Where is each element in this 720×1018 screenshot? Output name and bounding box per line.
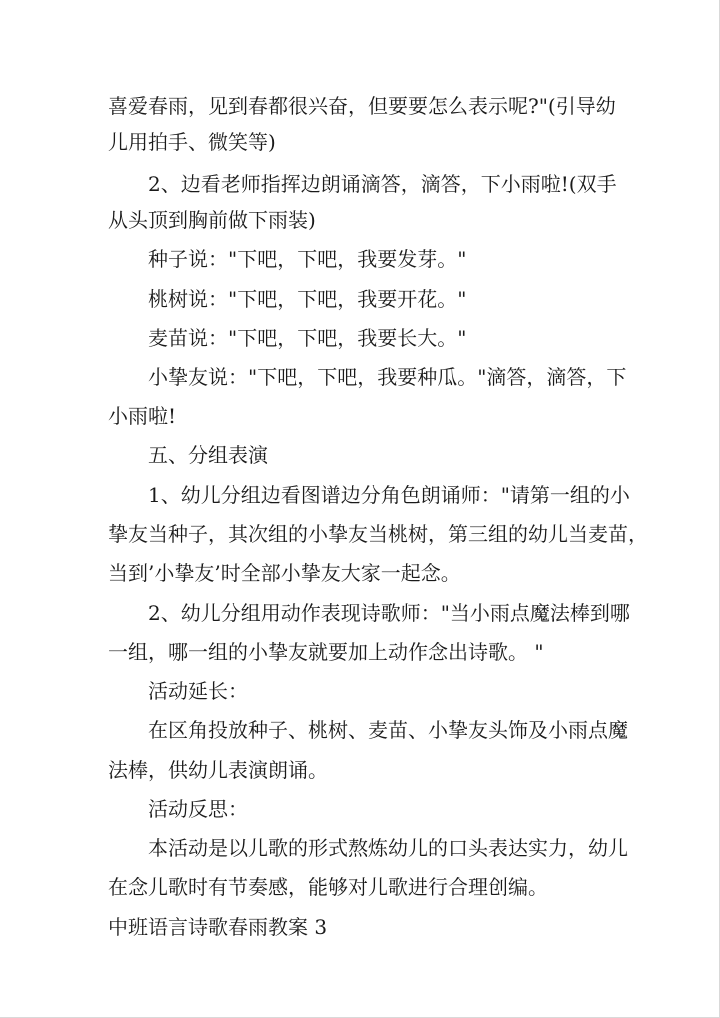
text-line: 种子说："下吧，下吧，我要发芽。" (148, 247, 467, 271)
text-line: 2、边看老师指挥边朗诵滴答，滴答，下小雨啦!(双手 (148, 172, 617, 196)
text-line: 一组，哪一组的小挚友就要加上动作念出诗歌。 " (108, 640, 544, 664)
text-line: 2、幼儿分组用动作表现诗歌师："当小雨点魔法棒到哪 (148, 601, 630, 625)
text-line: 在区角投放种子、桃树、麦苗、小挚友头饰及小雨点魔 (148, 718, 628, 742)
text-line: 1、幼儿分组边看图谱边分角色朗诵师："请第一组的小 (148, 483, 630, 507)
text-line: 本活动是以儿歌的形式熬炼幼儿的口头表达实力，幼儿 (148, 836, 628, 860)
text-line: 小挚友说："下吧，下吧，我要种瓜。"滴答，滴答，下 (148, 365, 627, 389)
section-heading: 五、分组表演 (148, 443, 268, 467)
text-line: 儿用拍手、微笑等) (108, 130, 276, 154)
text-line: 喜爱春雨，见到春都很兴奋，但要要怎么表示呢?"(引导幼 (108, 94, 616, 118)
text-line: 挚友当种子，其次组的小挚友当桃树，第三组的幼儿当麦苗， (108, 522, 648, 546)
text-line: 麦苗说："下吧，下吧，我要长大。" (148, 326, 467, 350)
text-line: 桃树说："下吧，下吧，我要开花。" (148, 287, 467, 311)
text-line: 小雨啦! (108, 404, 177, 428)
text-line: 法棒，供幼儿表演朗诵。 (108, 758, 328, 782)
section-heading: 活动反思： (148, 797, 248, 821)
text-line: 当到’小挚友’时全部小挚友大家一起念。 (108, 561, 461, 585)
text-line: 从头顶到胸前做下雨装) (108, 208, 316, 232)
document-title: 中班语言诗歌春雨教案 3 (108, 915, 328, 939)
section-heading: 活动延长： (148, 679, 248, 703)
text-line: 在念儿歌时有节奏感，能够对儿歌进行合理创编。 (108, 875, 548, 899)
